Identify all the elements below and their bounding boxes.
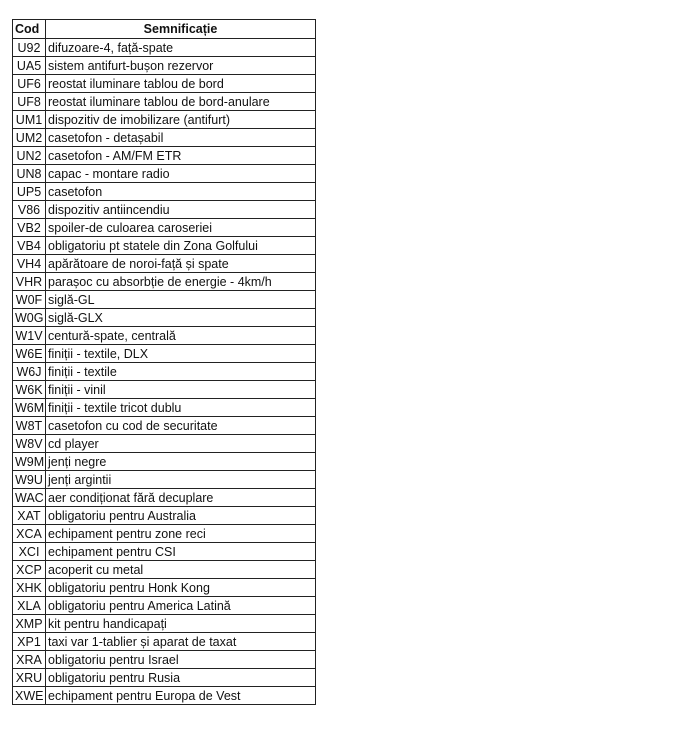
table-row bbox=[13, 399, 316, 417]
table-header-row bbox=[13, 20, 316, 39]
row-meaning: difuzoare-4, față-spate bbox=[46, 39, 316, 57]
row-meaning: obligatoriu pt statele din Zona Golfului bbox=[46, 237, 316, 255]
row-code: W9M bbox=[13, 453, 46, 471]
row-code: XP1 bbox=[13, 633, 46, 651]
table-row bbox=[13, 327, 316, 345]
row-meaning: kit pentru handicapați bbox=[46, 615, 316, 633]
table-row bbox=[13, 345, 316, 363]
row-meaning: reostat iluminare tablou de bord-anulare bbox=[46, 93, 316, 111]
row-meaning: siglă-GL bbox=[46, 291, 316, 309]
row-code: UP5 bbox=[13, 183, 46, 201]
row-code: WAC bbox=[13, 489, 46, 507]
row-code: W1V bbox=[13, 327, 46, 345]
row-meaning: casetofon bbox=[46, 183, 316, 201]
table-row bbox=[13, 57, 316, 75]
row-code: VB2 bbox=[13, 219, 46, 237]
row-code: XHK bbox=[13, 579, 46, 597]
row-code: UA5 bbox=[13, 57, 46, 75]
code-table bbox=[12, 19, 316, 705]
table-row bbox=[13, 75, 316, 93]
row-code: VB4 bbox=[13, 237, 46, 255]
row-meaning: casetofon cu cod de securitate bbox=[46, 417, 316, 435]
row-meaning: acoperit cu metal bbox=[46, 561, 316, 579]
row-code: XMP bbox=[13, 615, 46, 633]
row-code: XCP bbox=[13, 561, 46, 579]
table-row bbox=[13, 669, 316, 687]
table-row bbox=[13, 561, 316, 579]
row-code: UF8 bbox=[13, 93, 46, 111]
table-row bbox=[13, 201, 316, 219]
row-code: XAT bbox=[13, 507, 46, 525]
table-row bbox=[13, 507, 316, 525]
row-code: XLA bbox=[13, 597, 46, 615]
table-row bbox=[13, 363, 316, 381]
row-meaning: reostat iluminare tablou de bord bbox=[46, 75, 316, 93]
row-code: W0G bbox=[13, 309, 46, 327]
row-meaning: parașoc cu absorbție de energie - 4km/h bbox=[46, 273, 316, 291]
row-code: UF6 bbox=[13, 75, 46, 93]
row-meaning: siglă-GLX bbox=[46, 309, 316, 327]
row-code: U92 bbox=[13, 39, 46, 57]
table-row bbox=[13, 183, 316, 201]
row-code: UM2 bbox=[13, 129, 46, 147]
row-code: UM1 bbox=[13, 111, 46, 129]
row-meaning: finiții - textile tricot dublu bbox=[46, 399, 316, 417]
row-code: W6K bbox=[13, 381, 46, 399]
table-row bbox=[13, 381, 316, 399]
table-row bbox=[13, 489, 316, 507]
row-code: W8T bbox=[13, 417, 46, 435]
row-meaning: obligatoriu pentru Israel bbox=[46, 651, 316, 669]
row-meaning: centură-spate, centrală bbox=[46, 327, 316, 345]
row-code: W8V bbox=[13, 435, 46, 453]
table-row bbox=[13, 435, 316, 453]
table-row bbox=[13, 165, 316, 183]
table-row bbox=[13, 651, 316, 669]
row-code: XCA bbox=[13, 525, 46, 543]
table-row bbox=[13, 597, 316, 615]
row-meaning: casetofon - AM/FM ETR bbox=[46, 147, 316, 165]
table-row bbox=[13, 417, 316, 435]
table-row bbox=[13, 273, 316, 291]
table-row bbox=[13, 93, 316, 111]
row-code: VH4 bbox=[13, 255, 46, 273]
table-row bbox=[13, 543, 316, 561]
row-meaning: obligatoriu pentru Rusia bbox=[46, 669, 316, 687]
row-code: UN2 bbox=[13, 147, 46, 165]
row-meaning: cd player bbox=[46, 435, 316, 453]
row-meaning: apărătoare de noroi-față și spate bbox=[46, 255, 316, 273]
table-row bbox=[13, 615, 316, 633]
table-row bbox=[13, 237, 316, 255]
row-meaning: echipament pentru CSI bbox=[46, 543, 316, 561]
row-meaning: casetofon - detașabil bbox=[46, 129, 316, 147]
row-code: W6J bbox=[13, 363, 46, 381]
table-row bbox=[13, 39, 316, 57]
row-meaning: obligatoriu pentru Honk Kong bbox=[46, 579, 316, 597]
table-row bbox=[13, 129, 316, 147]
header-code: Cod bbox=[13, 20, 46, 39]
table-row bbox=[13, 147, 316, 165]
table-row bbox=[13, 633, 316, 651]
row-meaning: echipament pentru zone reci bbox=[46, 525, 316, 543]
table-row bbox=[13, 255, 316, 273]
row-meaning: jenți negre bbox=[46, 453, 316, 471]
row-meaning: finiții - vinil bbox=[46, 381, 316, 399]
row-code: XWE bbox=[13, 687, 46, 705]
row-meaning: dispozitiv antiincendiu bbox=[46, 201, 316, 219]
row-meaning: obligatoriu pentru America Latină bbox=[46, 597, 316, 615]
row-meaning: echipament pentru Europa de Vest bbox=[46, 687, 316, 705]
row-meaning: sistem antifurt-bușon rezervor bbox=[46, 57, 316, 75]
table-row bbox=[13, 471, 316, 489]
table-row bbox=[13, 453, 316, 471]
row-code: W9U bbox=[13, 471, 46, 489]
row-meaning: finiții - textile, DLX bbox=[46, 345, 316, 363]
table-row bbox=[13, 219, 316, 237]
row-code: W0F bbox=[13, 291, 46, 309]
table-row bbox=[13, 579, 316, 597]
row-code: VHR bbox=[13, 273, 46, 291]
row-code: UN8 bbox=[13, 165, 46, 183]
row-code: W6M bbox=[13, 399, 46, 417]
row-meaning: taxi var 1-tablier și aparat de taxat bbox=[46, 633, 316, 651]
row-meaning: capac - montare radio bbox=[46, 165, 316, 183]
row-code: XRU bbox=[13, 669, 46, 687]
row-meaning: jenți argintii bbox=[46, 471, 316, 489]
table-body bbox=[13, 39, 316, 705]
row-meaning: obligatoriu pentru Australia bbox=[46, 507, 316, 525]
table-row bbox=[13, 687, 316, 705]
table-row bbox=[13, 525, 316, 543]
row-meaning: aer condiționat fără decuplare bbox=[46, 489, 316, 507]
header-meaning: Semnificație bbox=[46, 20, 316, 39]
table-row bbox=[13, 291, 316, 309]
row-meaning: spoiler-de culoarea caroseriei bbox=[46, 219, 316, 237]
row-meaning: finiții - textile bbox=[46, 363, 316, 381]
row-meaning: dispozitiv de imobilizare (antifurt) bbox=[46, 111, 316, 129]
row-code: XCI bbox=[13, 543, 46, 561]
table-row bbox=[13, 111, 316, 129]
row-code: W6E bbox=[13, 345, 46, 363]
table-row bbox=[13, 309, 316, 327]
row-code: V86 bbox=[13, 201, 46, 219]
row-code: XRA bbox=[13, 651, 46, 669]
